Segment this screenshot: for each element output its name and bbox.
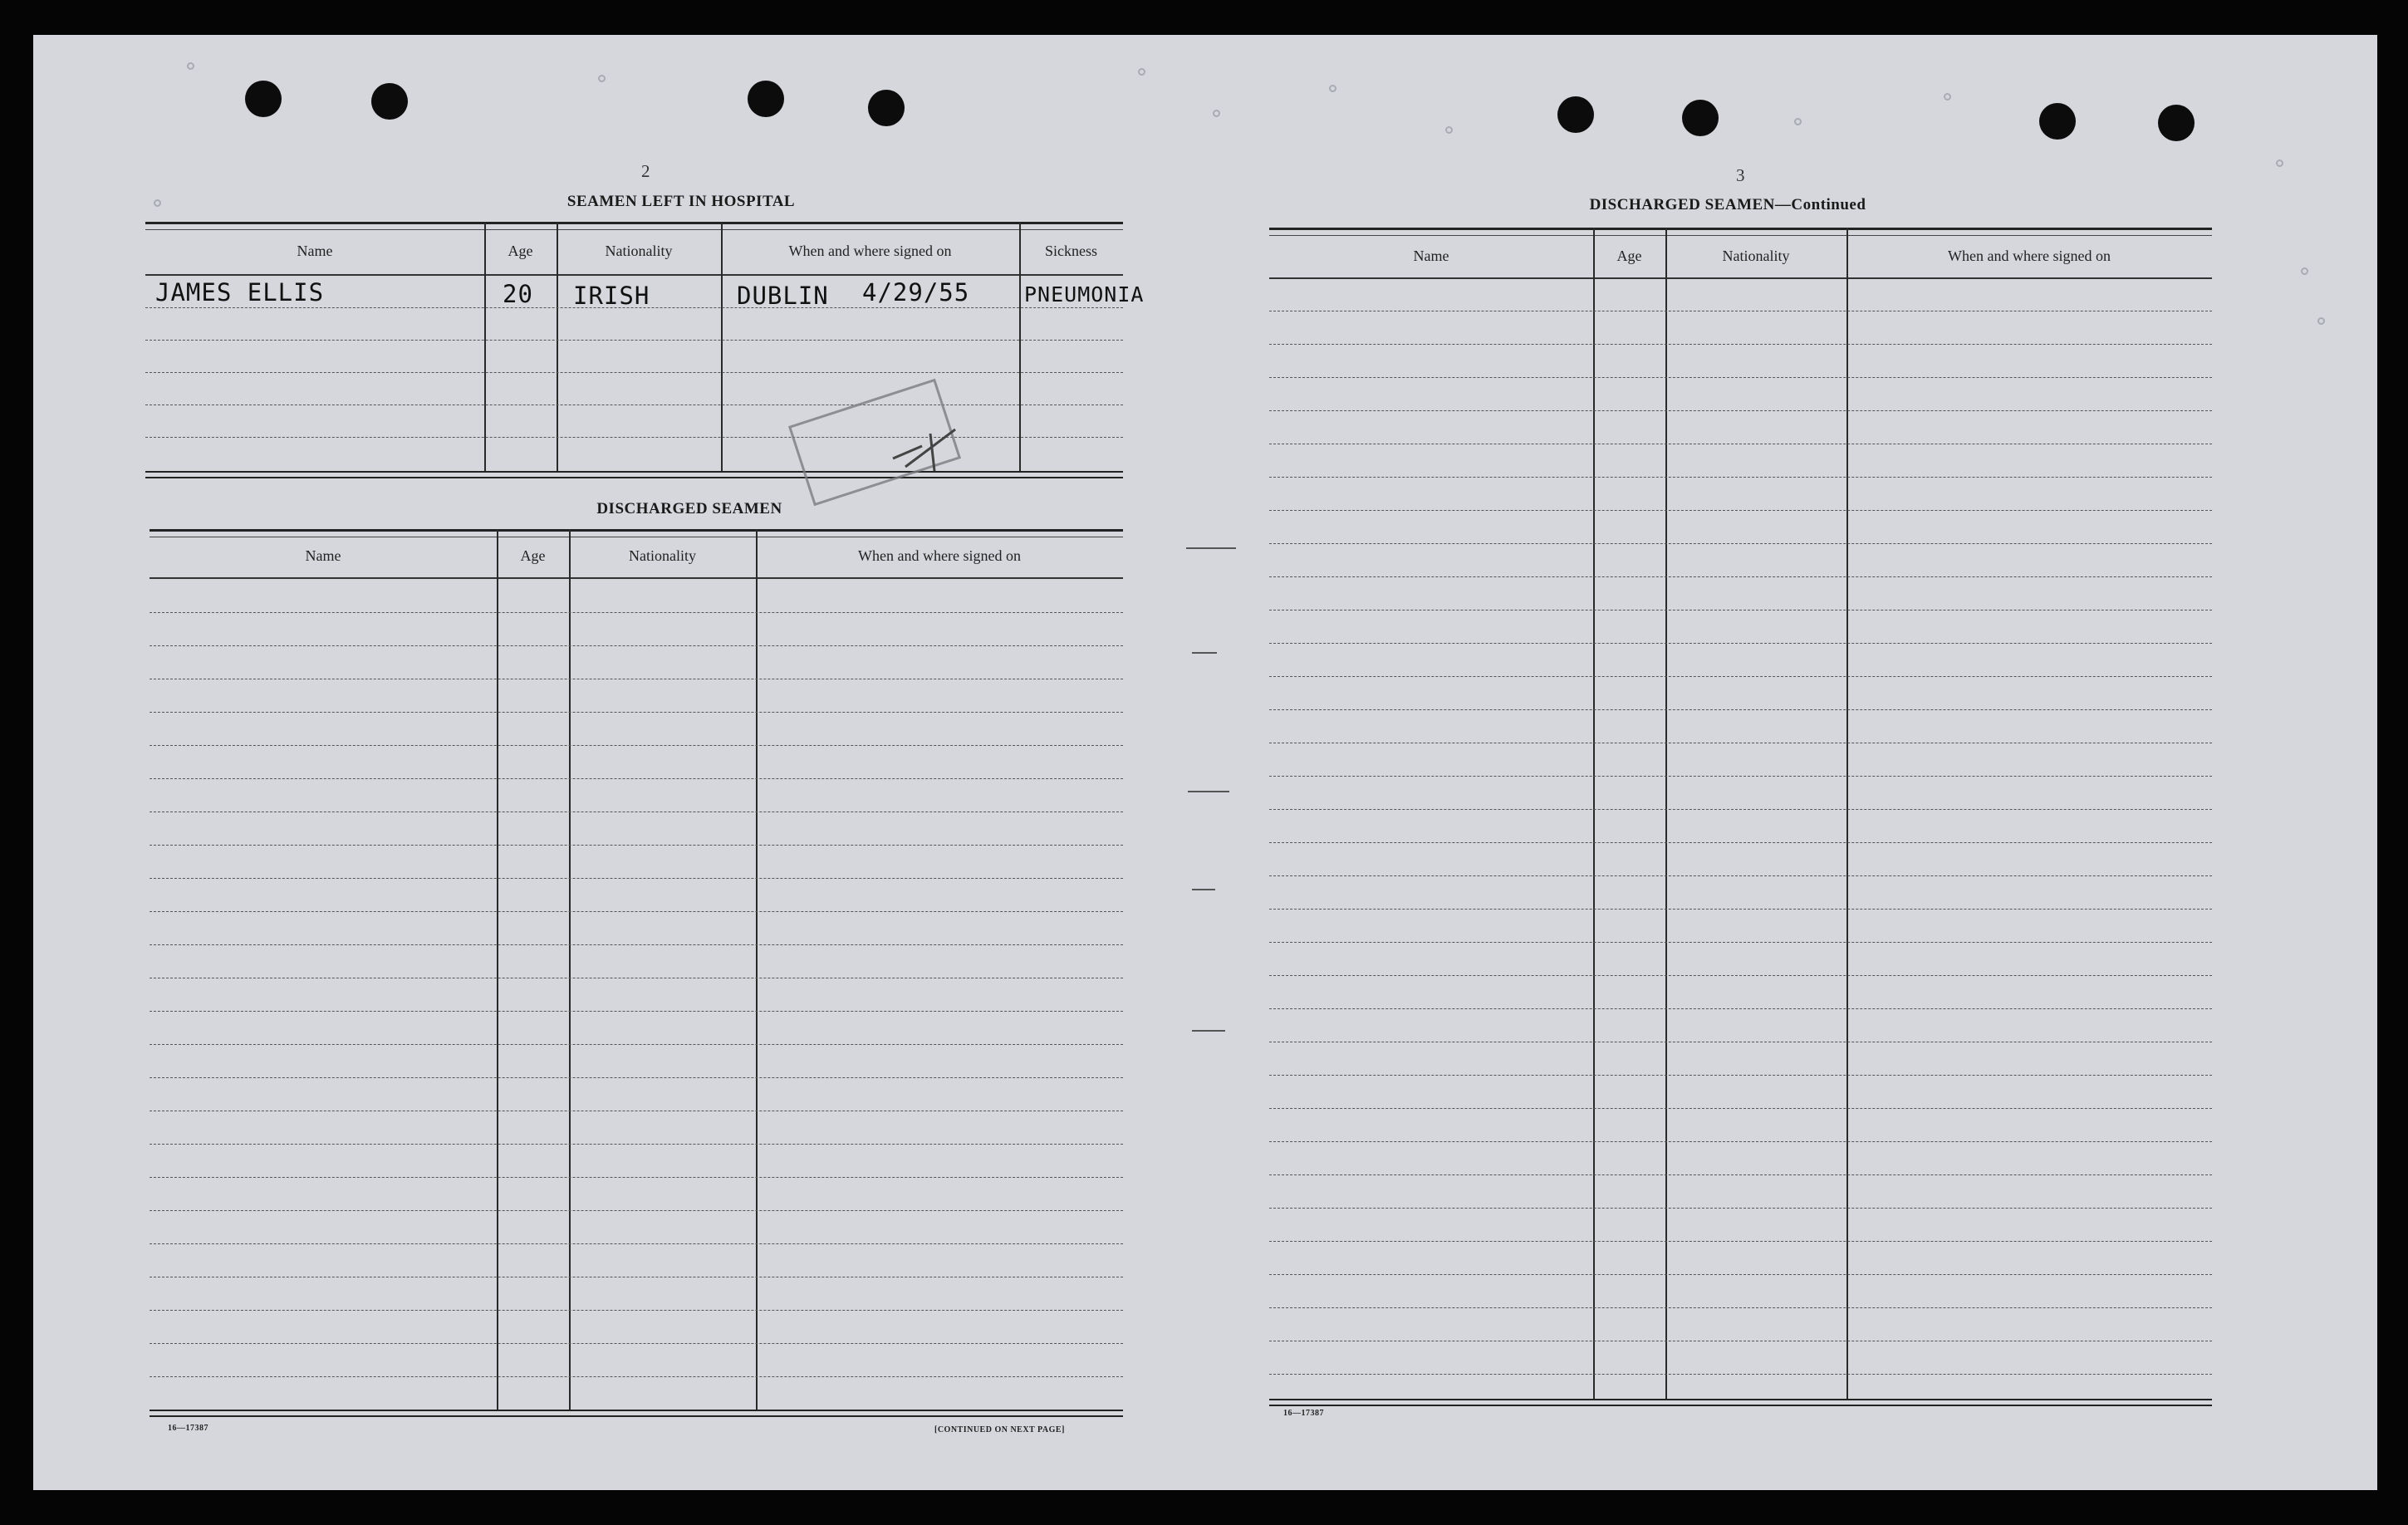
row-line <box>1269 1141 2212 1142</box>
col-header-signed-on: When and where signed on <box>788 243 952 259</box>
col-header-nationality: Nationality <box>1722 248 1790 264</box>
row-line <box>1269 709 2212 710</box>
col-header-age: Age <box>1616 248 1642 264</box>
table-bottom-rule <box>1269 1399 2212 1406</box>
paper-speck <box>154 199 161 207</box>
row-line <box>150 1177 1123 1178</box>
table-bottom-rule <box>150 1410 1123 1417</box>
discharged-table-right <box>1269 228 2212 1449</box>
column-divider <box>1846 228 1848 1399</box>
table-top-rule <box>1269 228 2212 236</box>
table-top-rule <box>145 222 1123 230</box>
col-header-age: Age <box>520 547 546 564</box>
row-line <box>150 911 1123 912</box>
punch-hole <box>1557 96 1594 133</box>
hospital-section-title: SEAMEN LEFT IN HOSPITAL <box>566 193 796 210</box>
row-line <box>1269 676 2212 677</box>
row-line <box>150 612 1123 613</box>
row-line <box>1269 1241 2212 1242</box>
row-line <box>1269 410 2212 411</box>
page-number-right: 3 <box>1736 165 1745 185</box>
header-rule <box>150 577 1123 579</box>
col-header-nationality: Nationality <box>605 243 673 259</box>
paper-speck <box>1445 126 1453 134</box>
entry-signed-date: 4/29/55 <box>862 278 970 306</box>
hospital-table <box>145 222 1145 521</box>
table-bottom-rule <box>145 471 1123 478</box>
header-rule <box>145 274 1123 276</box>
continued-suffix: —Continued <box>1774 196 1866 213</box>
row-line <box>150 1210 1123 1211</box>
row-line <box>1269 477 2212 478</box>
gutter-mark <box>1192 652 1217 654</box>
col-header-signed-on: When and where signed on <box>858 547 1021 564</box>
column-divider <box>1593 228 1595 1399</box>
col-header-signed-on: When and where signed on <box>1948 248 2111 264</box>
continued-note: [CONTINUED ON NEXT PAGE] <box>934 1425 1065 1434</box>
row-line <box>1269 776 2212 777</box>
row-line <box>1269 975 2212 976</box>
row-line <box>150 645 1123 646</box>
column-divider <box>569 529 571 1410</box>
row-line <box>1269 543 2212 544</box>
header-rule <box>1269 277 2212 279</box>
col-header-age: Age <box>508 243 533 259</box>
col-header-name: Name <box>1413 248 1449 264</box>
discharged-section-title: DISCHARGED SEAMEN <box>596 500 782 517</box>
row-line <box>145 340 1123 341</box>
row-line <box>1269 643 2212 644</box>
paper-speck <box>598 75 606 82</box>
paper-speck <box>1944 93 1951 101</box>
column-divider <box>1665 228 1667 1399</box>
table-top-rule <box>150 529 1123 537</box>
row-line <box>1269 1008 2212 1009</box>
row-line <box>1269 510 2212 511</box>
row-line <box>145 372 1123 373</box>
row-line <box>1269 377 2212 378</box>
punch-hole <box>371 83 408 120</box>
row-line <box>1269 1108 2212 1109</box>
document-sheet <box>33 35 2377 1490</box>
col-header-sickness: Sickness <box>1045 243 1097 259</box>
paper-speck <box>2276 159 2283 167</box>
paper-speck <box>1213 110 1220 117</box>
row-line <box>1269 1374 2212 1375</box>
entry-signed-place: DUBLIN <box>737 282 829 310</box>
column-divider <box>756 529 758 1410</box>
row-line <box>1269 1174 2212 1175</box>
row-line <box>1269 1075 2212 1076</box>
row-line <box>1269 1274 2212 1275</box>
row-line <box>150 878 1123 879</box>
gutter-mark <box>1188 791 1229 792</box>
row-line <box>150 845 1123 846</box>
row-line <box>150 944 1123 945</box>
paper-speck <box>187 62 194 70</box>
handwritten-mark <box>889 425 964 475</box>
row-line <box>1269 1307 2212 1308</box>
row-line <box>1269 909 2212 910</box>
row-line <box>1269 809 2212 810</box>
paper-speck <box>2317 317 2325 325</box>
gutter-mark <box>1192 889 1215 890</box>
gutter-mark <box>1186 547 1236 549</box>
row-line <box>150 1011 1123 1012</box>
entry-name: JAMES ELLIS <box>155 278 325 306</box>
discharged-table-left <box>150 529 1123 1459</box>
entry-age: 20 <box>503 280 533 308</box>
row-line <box>1269 344 2212 345</box>
row-line <box>150 1310 1123 1311</box>
gutter-mark <box>1192 1030 1225 1032</box>
discharged-continued-main: DISCHARGED SEAMEN <box>1589 196 1775 213</box>
discharged-continued-title <box>1495 196 1960 214</box>
col-header-name: Name <box>297 243 333 259</box>
column-divider <box>497 529 498 1410</box>
entry-sickness: PNEUMONIA <box>1024 282 1145 306</box>
row-line <box>150 712 1123 713</box>
punch-hole <box>1682 100 1719 136</box>
row-line <box>1269 875 2212 876</box>
form-number-right: 16—17387 <box>1283 1409 1324 1418</box>
paper-speck <box>1329 85 1336 92</box>
row-line <box>1269 576 2212 577</box>
col-header-name: Name <box>305 547 341 564</box>
punch-hole <box>868 90 905 126</box>
row-line <box>150 778 1123 779</box>
page-number-left: 2 <box>641 161 650 181</box>
paper-speck <box>1794 118 1802 125</box>
row-line <box>150 1077 1123 1078</box>
paper-speck <box>2301 267 2308 275</box>
punch-hole <box>2039 103 2076 140</box>
punch-hole <box>748 81 784 117</box>
row-line <box>150 745 1123 746</box>
form-number-left: 16—17387 <box>168 1424 208 1433</box>
row-line <box>150 1376 1123 1377</box>
row-line <box>145 437 1123 438</box>
row-line <box>150 1343 1123 1344</box>
col-header-nationality: Nationality <box>629 547 696 564</box>
row-line <box>150 1044 1123 1045</box>
punch-hole <box>245 81 282 117</box>
row-line <box>1269 842 2212 843</box>
row-line <box>1269 942 2212 943</box>
paper-speck <box>1138 68 1145 76</box>
row-line <box>150 1243 1123 1244</box>
row-line <box>1269 1208 2212 1209</box>
entry-nationality: IRISH <box>573 282 650 310</box>
row-line <box>150 1144 1123 1145</box>
punch-hole <box>2158 105 2195 141</box>
